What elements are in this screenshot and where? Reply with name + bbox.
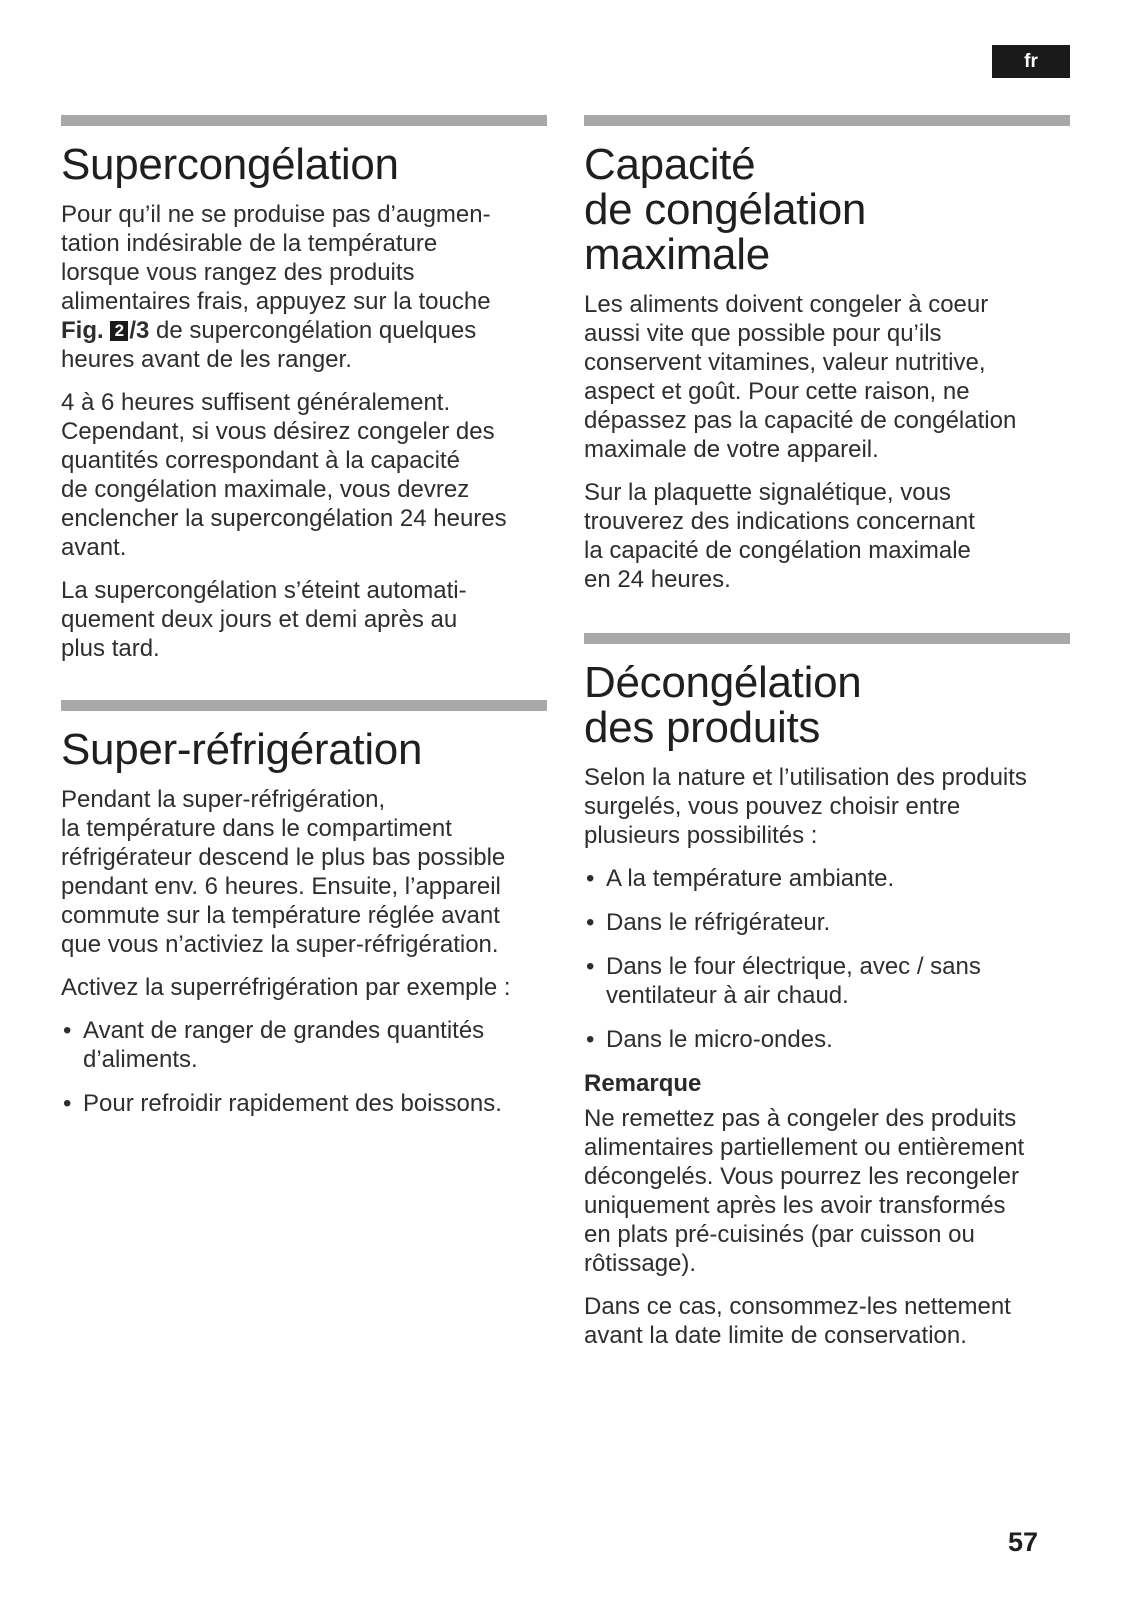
- figure-item: /3: [129, 317, 150, 344]
- paragraph-text: Pour qu’il ne se produise pas d’augmen- tation indésirable de la température lorsque vous rangez des produits alimentaires frais, appuyez sur la touche: [61, 201, 491, 315]
- list-item: • Pour refroidir rapidement des boissons.: [61, 1089, 547, 1118]
- paragraph: Les aliments doivent congeler à coeur aussi vite que possible pour qu’ils conservent vitamines, valeur nutritive, aspect et goût. Pour cette raison, ne dépassez pas la capacité de congélation maximale de votre appareil.: [584, 291, 1017, 463]
- section-decongelation: [584, 633, 1070, 1364]
- section-title: Capacité de congélation maximale: [584, 140, 867, 279]
- list-item: • Dans le four électrique, avec / sans ventilateur à air chaud.: [584, 952, 1070, 1010]
- bullet-list: [61, 1016, 547, 1118]
- paragraph-text: de supercongélation quelques heures avant de les ranger.: [61, 317, 477, 373]
- figure-reference: [61, 317, 149, 344]
- section-title: Super-réfrigération: [61, 725, 423, 774]
- language-badge: fr: [992, 45, 1070, 78]
- section-divider: [584, 115, 1070, 126]
- figure-number-badge: 2: [110, 321, 128, 341]
- list-item: • Avant de ranger de grandes quantités d’aliments.: [61, 1016, 547, 1074]
- paragraph: Ne remettez pas à congeler des produits alimentaires partiellement ou entièrement décongelés. Vous pourrez les recongeler uniquement après les avoir transformés en plats pré-cuisinés (par cuisson ou rôtissage).: [584, 1105, 1025, 1277]
- section-divider: [61, 700, 547, 711]
- note-title: Remarque: [584, 1070, 702, 1097]
- page-number: 57: [1008, 1527, 1039, 1557]
- list-item: • Dans le micro-ondes.: [584, 1025, 1070, 1054]
- section-divider: [61, 115, 547, 126]
- paragraph: La supercongélation s’éteint automati- quement deux jours et demi après au plus tard.: [61, 577, 467, 662]
- section-title: Supercongélation: [61, 140, 399, 189]
- paragraph: [61, 200, 547, 374]
- section-divider: [584, 633, 1070, 644]
- section-super-refrigeration: [61, 700, 547, 1133]
- section-capacite: [584, 115, 1070, 608]
- paragraph: Dans ce cas, consommez-les nettement avant la date limite de conservation.: [584, 1293, 1011, 1349]
- paragraph: Activez la superréfrigération par exemple :: [61, 974, 511, 1001]
- list-item: • A la température ambiante.: [584, 864, 1070, 893]
- figure-label: Fig.: [61, 317, 104, 344]
- bullet-list: [584, 864, 1070, 1054]
- paragraph: Sur la plaquette signalétique, vous trouverez des indications concernant la capacité de congélation maximale en 24 heures.: [584, 479, 975, 593]
- paragraph: Pendant la super-réfrigération, la température dans le compartiment réfrigérateur descend le plus bas possible pendant env. 6 heures. Ensuite, l’appareil commute sur la température réglée avant que vous n’activiez la super-réfrigération.: [61, 786, 506, 958]
- paragraph: Selon la nature et l’utilisation des produits surgelés, vous pouvez choisir entre plusieurs possibilités :: [584, 764, 1027, 849]
- paragraph: 4 à 6 heures suffisent généralement. Cependant, si vous désirez congeler des quantités correspondant à la capacité de congélation maximale, vous devrez enclencher la supercongélation 24 heures avant.: [61, 389, 507, 561]
- section-supercongelation: [61, 115, 547, 677]
- list-item: • Dans le réfrigérateur.: [584, 908, 1070, 937]
- section-title: Décongélation des produits: [584, 658, 862, 752]
